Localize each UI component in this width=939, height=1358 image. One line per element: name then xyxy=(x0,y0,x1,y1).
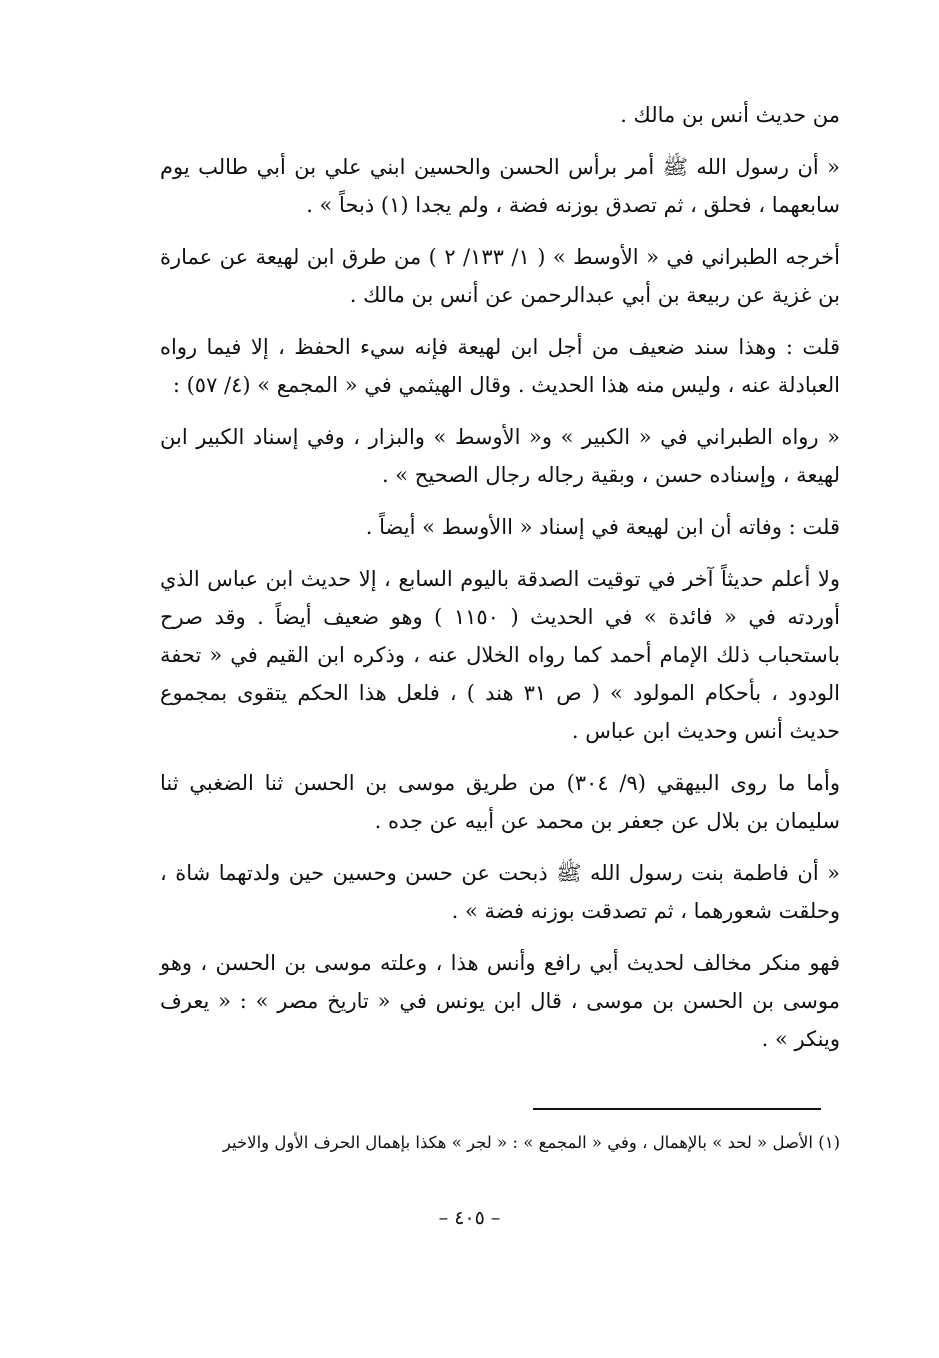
footnote: (١) الأصل « لحد » بالإهمال ، وفي « المجمع » : « لجر » هكذا بإهمال الحرف الأول والاخير xyxy=(222,1133,840,1152)
paragraph-10-conclusion: فهو منكر مخالف لحديث أبي رافع وأنس هذا ، وعلته موسى بن الحسن ، وهو موسى بن الحسن بن موسى ، قال ابن يونس في « تاريخ مصر » : « يعرف وينكر » . xyxy=(160,951,840,1051)
page-body xyxy=(160,96,840,1072)
paragraph-3-takhrij: أخرجه الطبراني في « الأوسط » ( ١/ ١٣٣/ ٢ ) من طرق ابن لهيعة عن عمارة بن غزية عن ربيعة بن أبي عبدالرحمن عن أنس بن مالك . xyxy=(160,245,840,307)
footnote-separator xyxy=(533,1108,821,1110)
page-number: – ٤٠٥ – xyxy=(438,1207,501,1229)
paragraph-2-hadith-quote: « أن رسول الله ﷺ أمر برأس الحسن والحسين ابني علي بن أبي طالب يوم سابعهما ، فحلق ، ثم تصدق بوزنه فضة ، ولم يجدا (١) ذبحاً » . xyxy=(160,155,840,217)
paragraph-9-fatima-quote: « أن فاطمة بنت رسول الله ﷺ ذبحت عن حسن وحسين حين ولدتهما شاة ، وحلقت شعورهما ، ثم تصدقت بوزنه فضة » . xyxy=(160,861,840,923)
paragraph-8-bayhaqi: وأما ما روى البيهقي (٩/ ٣٠٤) من طريق موسى بن الحسن ثنا الضغبي ثنا سليمان بن بلال عن جعفر بن محمد عن أبيه عن جده . xyxy=(160,771,840,833)
paragraph-7-discussion: ولا أعلم حديثاً آخر في توقيت الصدقة باليوم السابع ، إلا حديث ابن عباس الذي أوردته في « فائدة » في الحديث ( ١١٥٠ ) وهو ضعيف أيضاً . وقد صرح باستحباب ذلك الإمام أحمد كما رواه الخلال عنه ، وذكره ابن القيم في « تحفة الودود ، بأحكام المولود » ( ص ٣١ هند ) ، فلعل هذا الحكم يتقوى بمجموع حديث أنس وحديث ابن عباس . xyxy=(160,567,841,743)
paragraph-4-comment: قلت : وهذا سند ضعيف من أجل ابن لهيعة فإنه سيء الحفظ ، إلا فيما رواه العبادلة عنه ، وليس منه هذا الحديث . وقال الهيثمي في « المجمع » (٤/ ٥٧) : xyxy=(160,335,840,397)
paragraph-1: من حديث أنس بن مالك . xyxy=(620,103,840,127)
paragraph-5-haythami-quote: « رواه الطبراني في « الكبير » و« الأوسط » والبزار ، وفي إسناد الكبير ابن لهيعة ، وإسناده حسن ، وبقية رجاله رجال الصحيح » . xyxy=(160,425,840,487)
paragraph-6-comment: قلت : وفاته أن ابن لهيعة في إسناد « االأوسط » أيضاً . xyxy=(365,515,840,539)
